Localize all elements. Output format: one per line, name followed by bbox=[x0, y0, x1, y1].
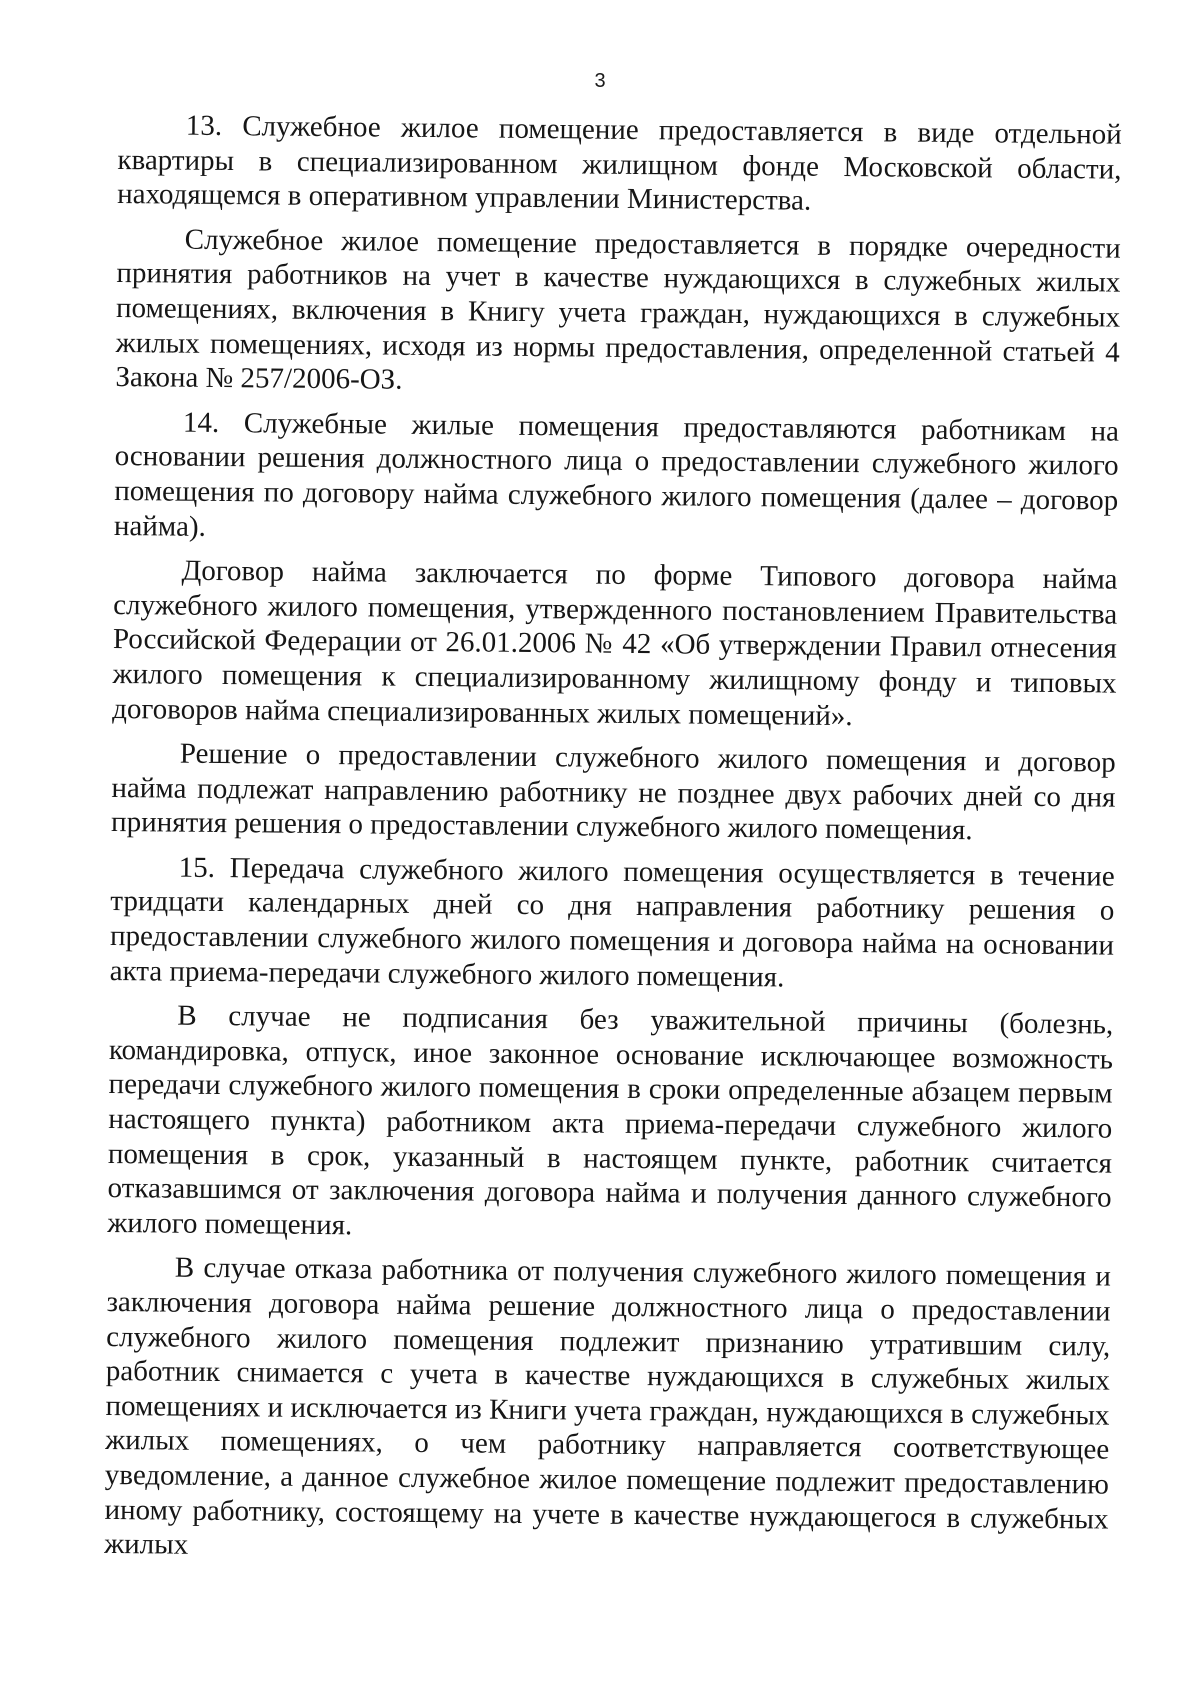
paragraph-decision-delivery: Решение о предоставлении служебного жилого помещения и договор найма подлежат направлению работнику не позднее двух рабочих дней со дня принятия решения о предоставлении служебного жилого помещения. bbox=[110, 737, 1116, 847]
page-number: 3 bbox=[594, 70, 606, 92]
paragraph-refusal-consequences: В случае отказа работника от получения служебного жилого помещения и заключения договора найма решение должностного лица о предоставлении служебного жилого помещения подлежит признанию утратившим силу, работник снимается с учета в качестве нуждающихся в служебных жилых помещениях и исключается из Книги учета граждан, нуждающихся в служебных жилых помещениях, о чем работнику направляется соответствующее уведомление, а данное служебное жилое помещение подлежит предоставлению иному работнику, состоящему на учете в качестве нуждающегося в служебных жилых bbox=[104, 1252, 1111, 1561]
paragraph-contract-form: Договор найма заключается по форме Типового договора найма служебного жилого помещения, утвержденного постановлением Правительства Российской Федерации от 26.01.2006 № 42 «Об утверждении Правил отнесения жилого помещения к специализированному жилищному фонду и типовых договоров найма специализированных жилых помещений». bbox=[112, 554, 1118, 732]
paragraph-item-15: 15. Передача служебного жилого помещения осуществляется в течение тридцати календарных дней со дня направления работнику решения о предоставлении служебного жилого помещения и договора найма на основании акта приема-передачи служебного жилого помещения. bbox=[109, 851, 1115, 994]
document-body bbox=[104, 108, 1122, 1571]
paragraph-item-14: 14. Служебные жилые помещения предоставляются работникам на основании решения должностного лица о предоставлении служебного жилого помещения по договору найма служебного жилого помещения (далее – договор найма). bbox=[113, 406, 1120, 543]
paragraph-housing-queue: Служебное жилое помещение предоставляется в порядке очередности принятия работников на учет в качестве нуждающихся в служебных жилых помещениях, включения в Книгу учета граждан, нуждающихся в служебных жилых помещениях, исходя из нормы предоставления, определенной статьей 4 Закона № 257/2006-ОЗ. bbox=[115, 223, 1121, 396]
paragraph-item-13: 13. Служебное жилое помещение предоставляется в виде отдельной квартиры в специализированном жилищном фонде Московской области, находящемся в оперативном управлении Министерства. bbox=[117, 109, 1122, 217]
paragraph-refusal-unsigned: В случае не подписания без уважительной причины (болезнь, командировка, отпуск, иное законное основание исключающее возможность передачи служебного жилого помещения в сроки определенные абзацем первым настоящего пункта) работником акта приема-передачи служебного жилого помещения в срок, указанный в настоящем пункте, работник считается отказавшимся от заключения договора найма и получения данного служебного жилого помещения. bbox=[107, 999, 1114, 1242]
